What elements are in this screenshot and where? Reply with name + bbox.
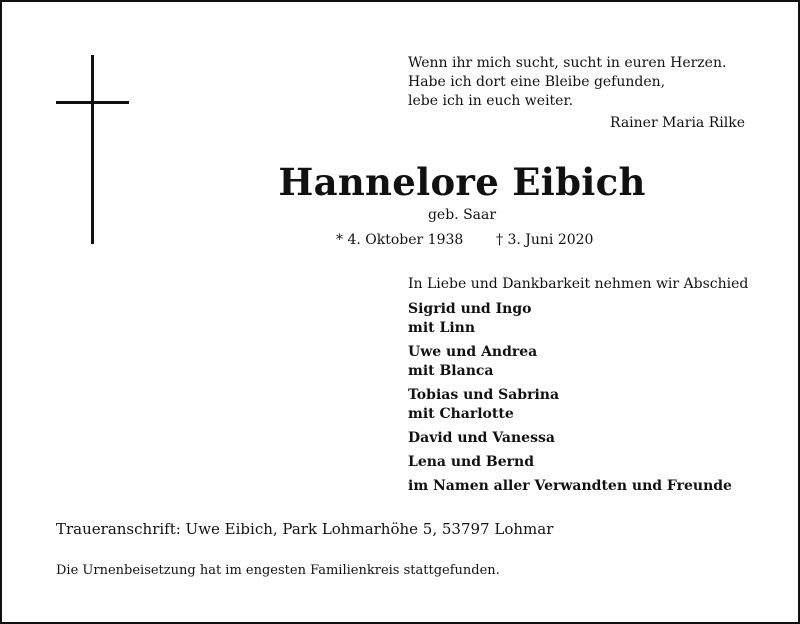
quote-line: Habe ich dort eine Bleibe gefunden, bbox=[408, 74, 666, 90]
mourner-group bbox=[408, 429, 732, 448]
burial-notice: Die Urnenbeisetzung hat im engesten Familienkreis stattgefunden. bbox=[56, 563, 500, 578]
mourner-line: Uwe und Andrea bbox=[408, 344, 538, 360]
mourner-group bbox=[408, 386, 732, 424]
mourner-line: im Namen aller Verwandten und Freunde bbox=[408, 478, 732, 494]
mourner-group bbox=[408, 300, 732, 338]
mourner-line: Lena und Bernd bbox=[408, 454, 534, 470]
mourning-address: Traueranschrift: Uwe Eibich, Park Lohmarhöhe 5, 53797 Lohmar bbox=[56, 520, 554, 538]
farewell-intro: In Liebe und Dankbarkeit nehmen wir Abschied bbox=[408, 276, 749, 292]
deceased-name: Hannelore Eibich bbox=[278, 160, 646, 204]
cross-horizontal-bar bbox=[56, 101, 129, 104]
mourner-group bbox=[408, 343, 732, 381]
mourner-line: Tobias und Sabrina bbox=[408, 387, 560, 403]
mourner-line: David und Vanessa bbox=[408, 430, 555, 446]
mourner-line: mit Charlotte bbox=[408, 406, 514, 422]
mourner-line: mit Linn bbox=[408, 320, 475, 336]
mourner-line: Sigrid und Ingo bbox=[408, 301, 532, 317]
quote bbox=[408, 54, 726, 111]
death-date: † 3. Juni 2020 bbox=[496, 232, 594, 248]
birth-date: * 4. Oktober 1938 bbox=[336, 232, 464, 248]
quote-author: Rainer Maria Rilke bbox=[609, 115, 745, 131]
mourner-group bbox=[408, 453, 732, 472]
mourner-group bbox=[408, 477, 732, 496]
quote-line: Wenn ihr mich sucht, sucht in euren Herzen. bbox=[408, 55, 727, 71]
maiden-name: geb. Saar bbox=[427, 207, 497, 223]
mourner-line: mit Blanca bbox=[408, 363, 494, 379]
quote-line: lebe ich in euch weiter. bbox=[408, 93, 574, 109]
mourner-list bbox=[408, 300, 732, 501]
